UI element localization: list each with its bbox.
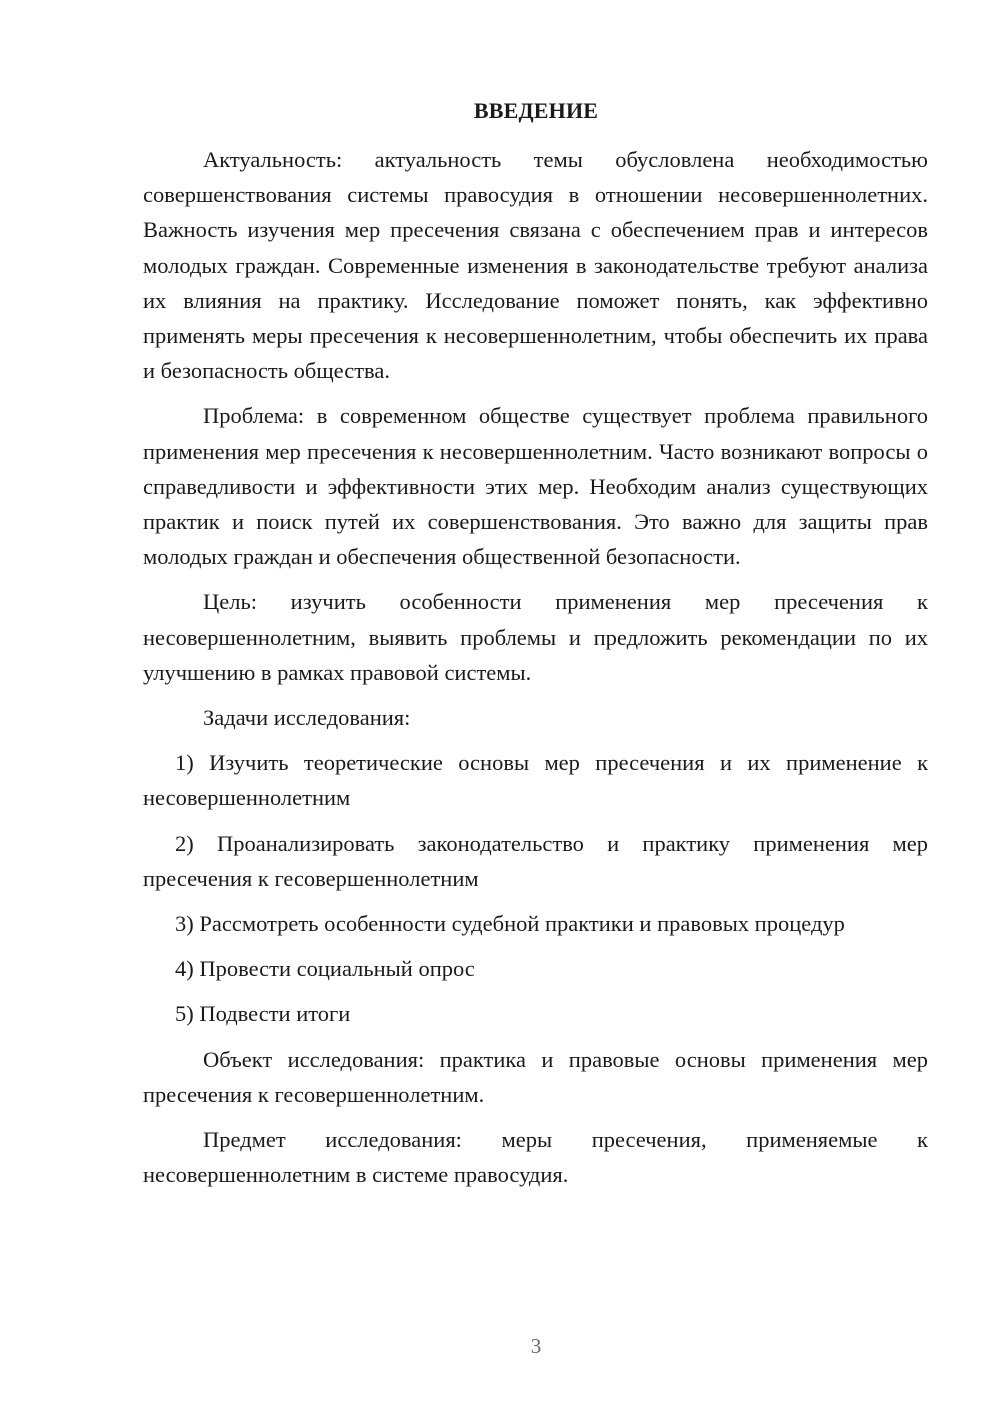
document-body bbox=[143, 142, 928, 1192]
paragraph-tasks-heading: Задачи исследования: bbox=[203, 705, 411, 731]
paragraph-goal: Цель: изучить особенности применения мер пресечения к несовершеннолетним, выявить проблемы и предложить рекомендации по их улучшению в рамках правовой системы. bbox=[143, 589, 928, 685]
task-item-1: 1) Изучить теоретические основы мер пресечения и их применение к несовершеннолетним bbox=[143, 750, 928, 811]
paragraph-problem: Проблема: в современном обществе существует проблема правильного применения мер пресечения к несовершеннолетним. Часто возникают вопросы о справедливости и эффективности этих мер. Необходим анализ существующих практик и поиск путей их совершенствования. Это важно для защиты прав молодых граждан и обеспечения общественной безопасности. bbox=[143, 403, 928, 570]
paragraph-object: Объект исследования: практика и правовые основы применения мер пресечения к гесовершеннолетним. bbox=[143, 1046, 928, 1107]
page-title: ВВЕДЕНИЕ bbox=[473, 98, 599, 123]
page-number: 3 bbox=[530, 1334, 542, 1358]
task-item-2: 2) Проанализировать законодательство и практику применения мер пресечения к гесовершеннолетним bbox=[143, 830, 928, 891]
task-item-5: 5) Подвести итоги bbox=[175, 1001, 351, 1027]
task-item-3: 3) Рассмотреть особенности судебной практики и правовых процедур bbox=[175, 911, 845, 937]
paragraph-subject: Предмет исследования: меры пресечения, применяемые к несовершеннолетним в системе правосудия. bbox=[143, 1127, 928, 1188]
paragraph-relevance: Актуальность: актуальность темы обусловлена необходимостью совершенствования системы правосудия в отношении несовершеннолетних. Важность изучения мер пресечения связана с обеспечением прав и интересов молодых граждан. Современные изменения в законодательстве требуют анализа их влияния на практику. Исследование поможет понять, как эффективно применять меры пресечения к несовершеннолетним, чтобы обеспечить их права и безопасность общества. bbox=[143, 147, 928, 384]
task-item-4: 4) Провести социальный опрос bbox=[175, 956, 475, 982]
